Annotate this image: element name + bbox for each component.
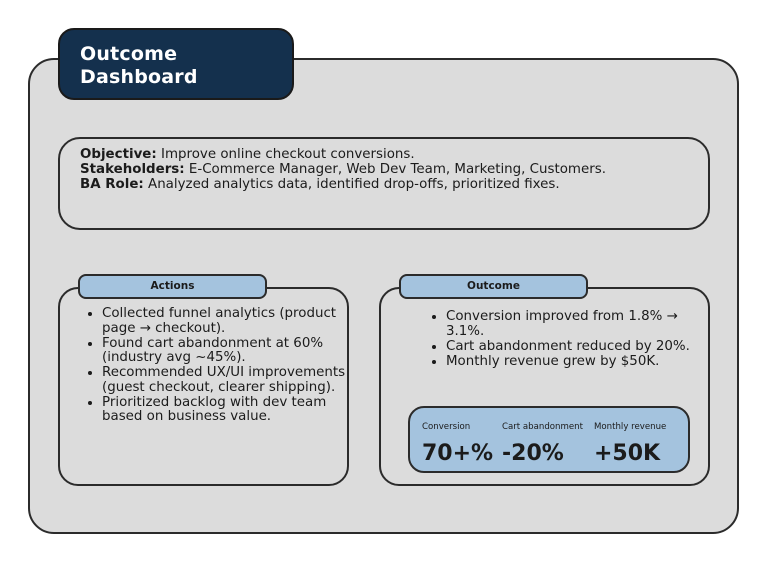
- project-info-box: [58, 137, 710, 230]
- metrics-panel: [408, 406, 690, 473]
- list-item: • Found cart abandonment at 60% (industry avg ~45%).: [102, 337, 358, 366]
- ba-role-text: Analyzed analytics data, identified drop-offs, prioritized fixes.: [143, 177, 560, 192]
- metric-label: Conversion: [422, 422, 471, 432]
- list-item: • Prioritized backlog with dev team based on business value.: [102, 396, 358, 425]
- outcome-list: [424, 310, 708, 370]
- metric-value: +50K: [594, 441, 661, 466]
- metric-value: 70+%: [422, 441, 494, 466]
- list-item: • Cart abandonment reduced by 20%.: [446, 340, 708, 355]
- ba-role-label: BA Role:: [80, 177, 144, 192]
- stakeholders-label: Stakeholders:: [80, 162, 185, 177]
- list-item: • Monthly revenue grew by $50K.: [446, 355, 708, 370]
- stakeholders-text: E-Commerce Manager, Web Dev Team, Marketing, Customers.: [184, 162, 606, 177]
- metric-label: Cart abandonment: [502, 422, 583, 432]
- title-line-2: Dashboard: [80, 66, 198, 88]
- list-item: • Collected funnel analytics (product page → checkout).: [102, 307, 358, 336]
- actions-heading: Actions: [78, 274, 267, 299]
- ba-role-line: [80, 177, 708, 192]
- stakeholders-line: [80, 162, 708, 177]
- list-item: • Recommended UX/UI improvements (guest checkout, clearer shipping).: [102, 366, 358, 395]
- metric-label: Monthly revenue: [594, 422, 667, 432]
- metric-value: -20%: [502, 441, 564, 466]
- list-item: • Conversion improved from 1.8% → 3.1%.: [446, 310, 708, 339]
- dashboard-title: [58, 28, 294, 100]
- title-line-1: Outcome: [80, 43, 178, 65]
- outcome-heading: Outcome: [399, 274, 588, 299]
- objective-label: Objective:: [80, 147, 157, 162]
- objective-text: Improve online checkout conversions.: [156, 147, 415, 162]
- actions-list: [80, 307, 358, 425]
- objective-line: [80, 147, 708, 162]
